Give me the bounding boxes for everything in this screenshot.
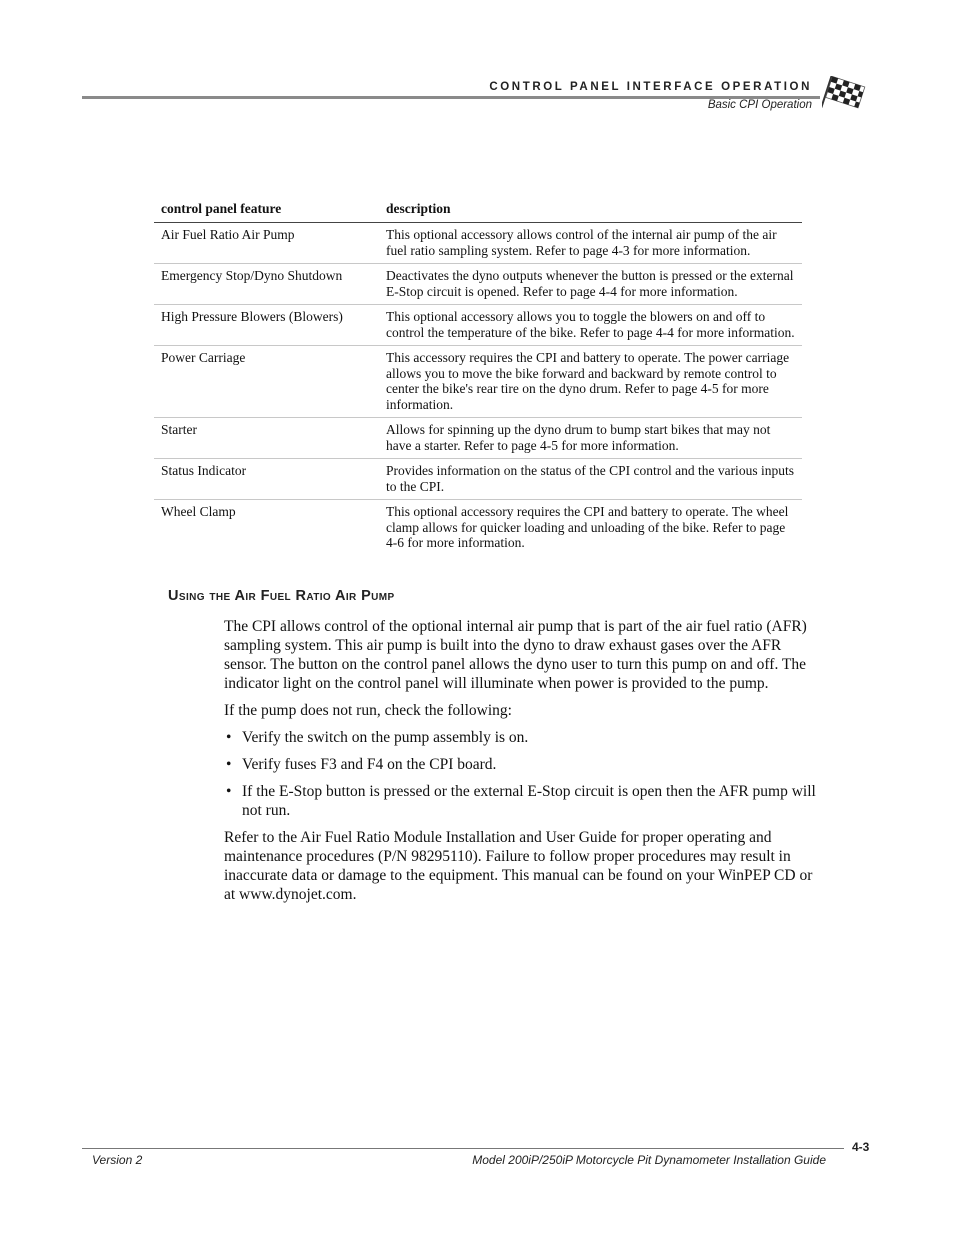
list-item-text: If the E-Stop button is pressed or the external E-Stop circuit is open then the AFR pump will not run. xyxy=(242,783,816,819)
feature-description: This optional accessory requires the CPI and battery to operate. The wheel clamp allows for quicker loading and unloading of the bike. Refer to page 4-6 for more information. xyxy=(386,504,789,550)
table-header xyxy=(154,200,802,223)
table-row xyxy=(154,500,802,556)
chapter-title: CONTROL PANEL INTERFACE OPERATION xyxy=(489,81,812,93)
table-row xyxy=(154,418,802,459)
list-item xyxy=(224,755,816,774)
feature-description: Allows for spinning up the dyno drum to bump start bikes that may not have a starter. Refer to page 4-5 for more information. xyxy=(386,422,771,453)
heading-part: Ratio xyxy=(295,588,335,604)
feature-name: Wheel Clamp xyxy=(161,504,236,519)
intro-paragraph: The CPI allows control of the optional internal air pump that is part of the air fuel ratio (AFR) sampling system. This air pump is built into the dyno to draw exhaust gases over the AFR sensor. The button on the control panel allows the dyno user to turn this pump on and off. The indicator light on the control panel will illuminate when power is provided to the pump. xyxy=(224,618,807,692)
bullet-icon: • xyxy=(226,729,232,746)
feature-description: Deactivates the dyno outputs whenever the button is pressed or the external E-Stop circuit is opened. Refer to page 4-4 for more information. xyxy=(386,268,794,299)
feature-name: High Pressure Blowers (Blowers) xyxy=(161,309,343,324)
heading-part: Fuel xyxy=(260,588,296,604)
feature-name: Power Carriage xyxy=(161,350,246,365)
header-description: description xyxy=(386,201,451,216)
heading-part: Using the xyxy=(168,588,235,604)
reference-paragraph: Refer to the Air Fuel Ratio Module Installation and User Guide for proper operating and maintenance procedures (P/N 98295110). Failure to follow proper procedures may result in inaccurate data or damage to the equipment. This manual can be found on your WinPEP CD or at www.dynojet.com. xyxy=(224,829,813,903)
table-row xyxy=(154,459,802,500)
feature-name: Emergency Stop/Dyno Shutdown xyxy=(161,268,343,283)
footer-rule xyxy=(82,1148,844,1149)
check-list xyxy=(224,728,816,820)
feature-description: This accessory requires the CPI and battery to operate. The power carriage allows you to move the bike forward and backward by remote control to center the bike's rear tire on the dyno drum. Refer to page 4-5 for more information. xyxy=(386,350,790,412)
list-item-text: Verify fuses F3 and F4 on the CPI board. xyxy=(242,756,497,773)
section-subtitle: Basic CPI Operation xyxy=(707,99,812,111)
check-intro: If the pump does not run, check the following: xyxy=(224,702,512,719)
table-row xyxy=(154,346,802,418)
section-heading xyxy=(168,588,395,604)
table-row xyxy=(154,305,802,346)
table-row xyxy=(154,223,802,264)
footer-guide-title: Model 200iP/250iP Motorcycle Pit Dynamometer Installation Guide xyxy=(472,1153,826,1167)
checkered-flag-icon xyxy=(822,76,866,116)
feature-description: This optional accessory allows you to toggle the blowers on and off to control the temperature of the bike. Refer to page 4-4 for more information. xyxy=(386,309,795,340)
table-row xyxy=(154,264,802,305)
header-feature: control panel feature xyxy=(161,201,282,216)
heading-part: Air xyxy=(234,588,261,604)
footer-version: Version 2 xyxy=(92,1153,143,1167)
section-body xyxy=(224,617,816,912)
heading-part: Pump xyxy=(361,588,395,604)
heading-part: Air xyxy=(334,588,362,604)
feature-name: Starter xyxy=(161,422,197,437)
feature-name: Status Indicator xyxy=(161,463,247,478)
list-item xyxy=(224,782,816,820)
feature-name: Air Fuel Ratio Air Pump xyxy=(161,227,295,242)
page-number: 4-3 xyxy=(852,1140,870,1154)
list-item xyxy=(224,728,816,747)
feature-description: This optional accessory allows control of the internal air pump of the air fuel ratio sampling system. Refer to page 4-3 for more information. xyxy=(386,227,777,258)
feature-table xyxy=(154,200,802,556)
list-item-text: Verify the switch on the pump assembly is on. xyxy=(242,729,529,746)
feature-description: Provides information on the status of the CPI control and the various inputs to the CPI. xyxy=(386,463,794,494)
bullet-icon: • xyxy=(226,783,232,800)
bullet-icon: • xyxy=(226,756,232,773)
